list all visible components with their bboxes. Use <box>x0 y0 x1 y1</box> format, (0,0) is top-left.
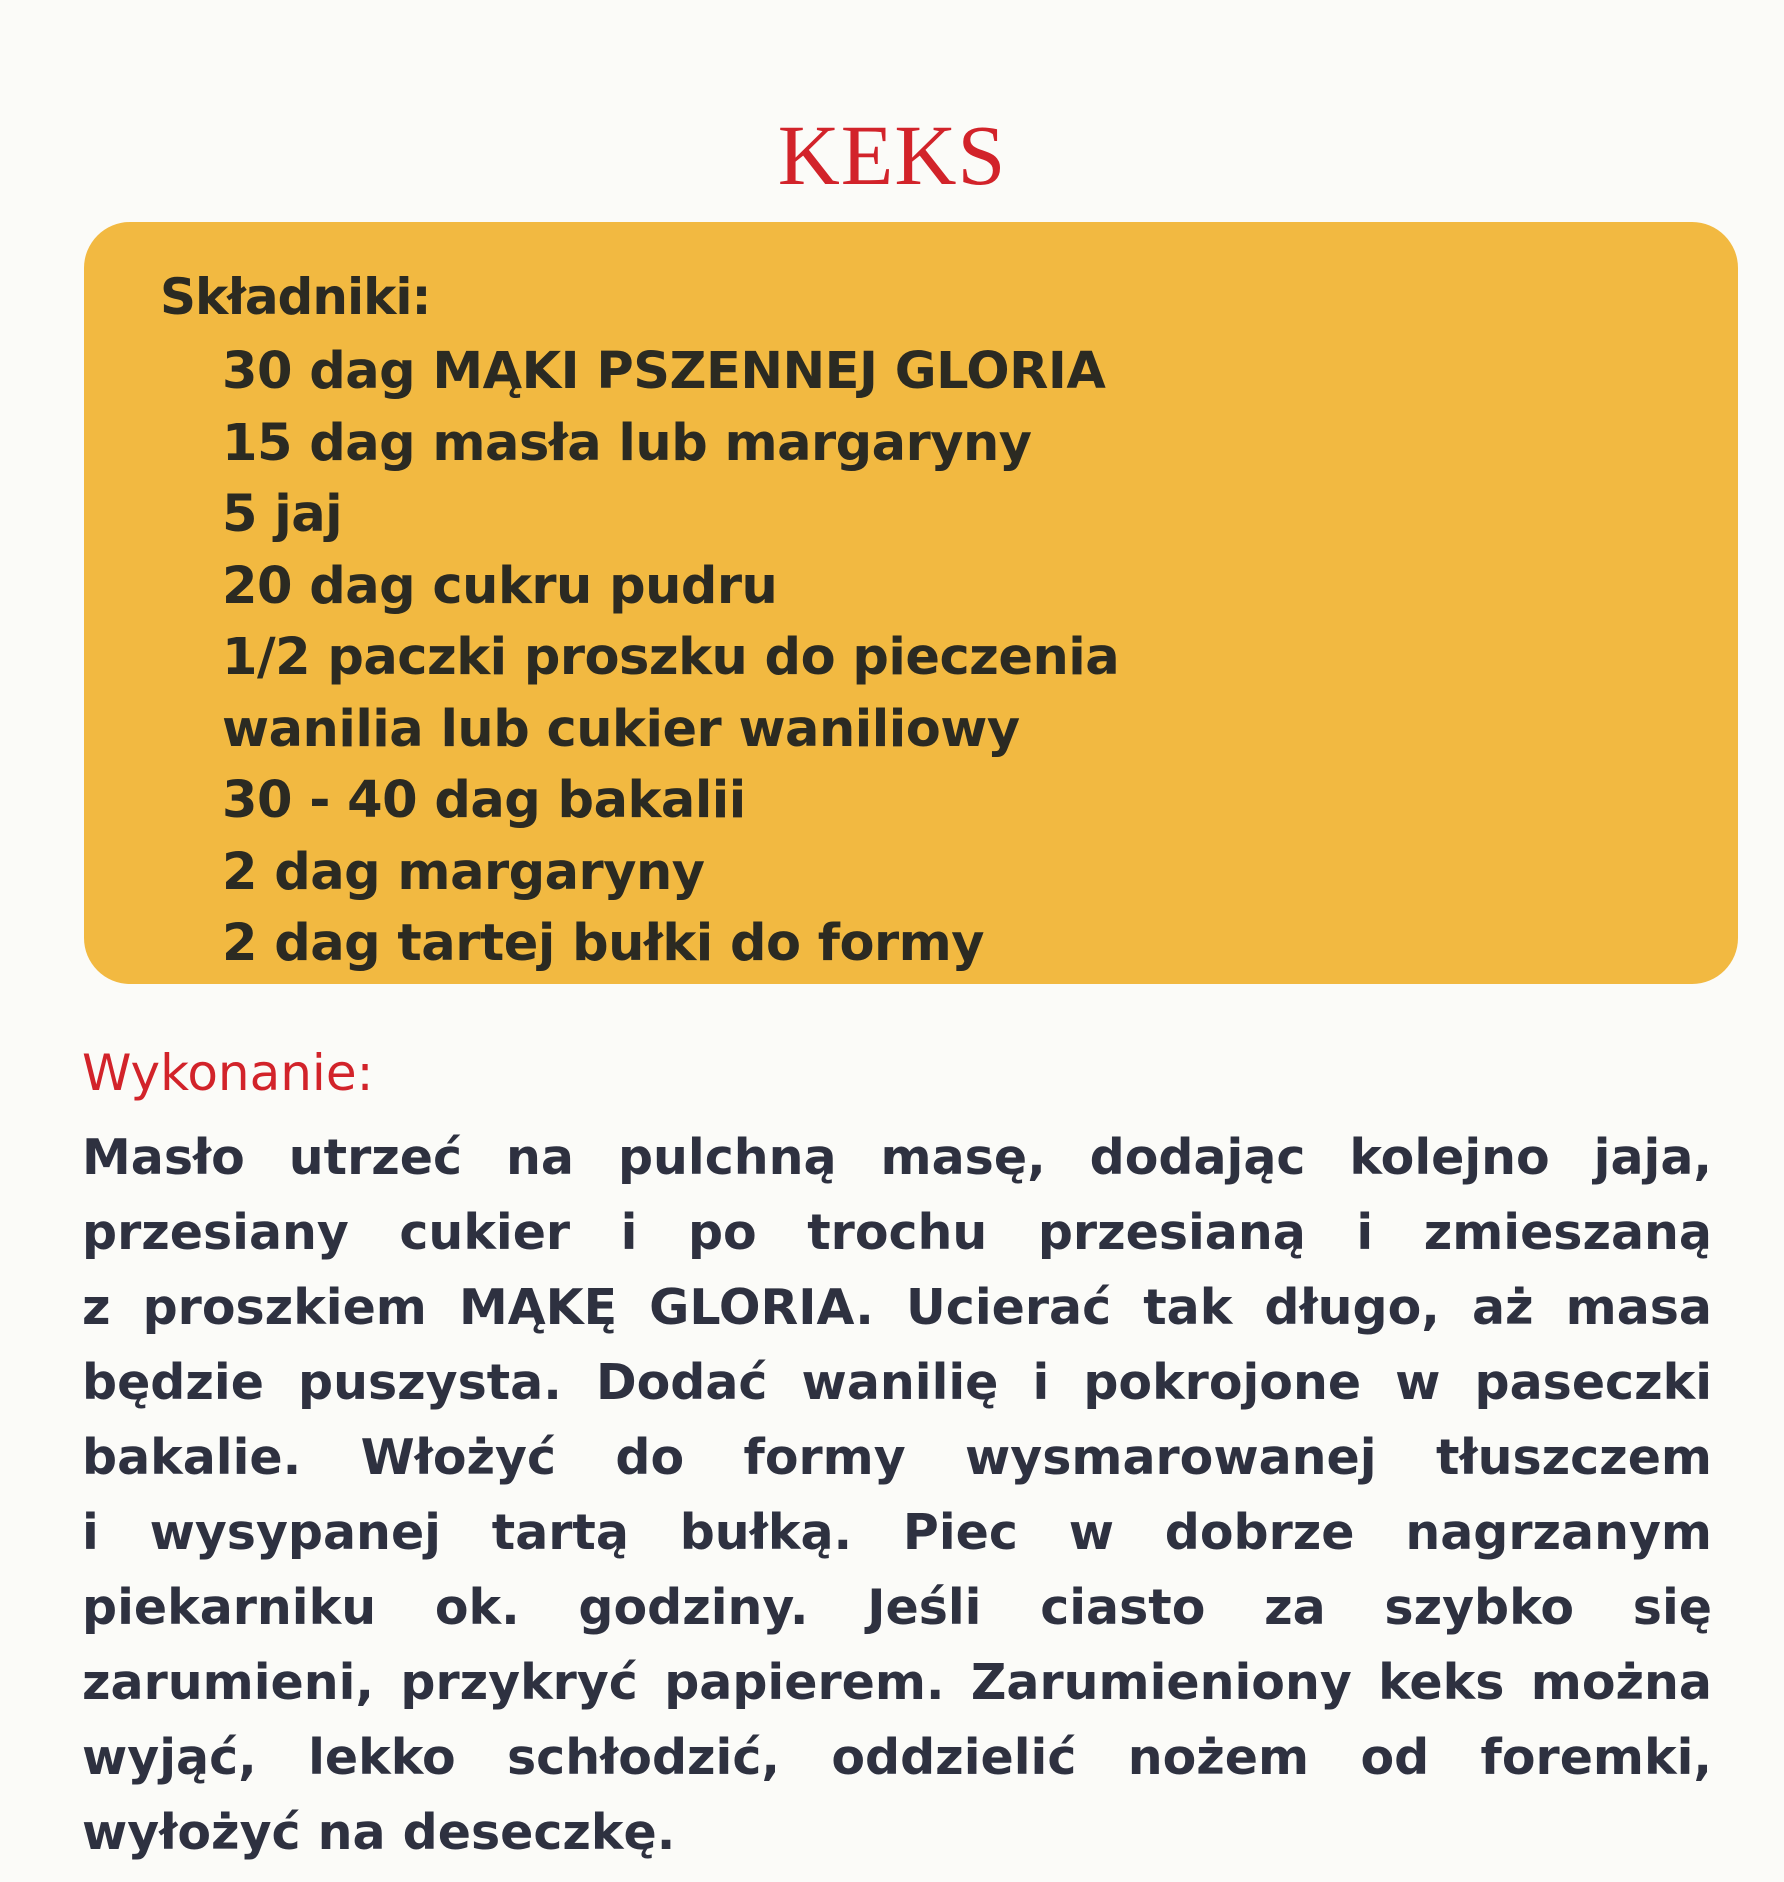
method-line: i wysypanej tartą bułką. Piec w dobrze nagrzanym <box>82 1504 1712 1561</box>
recipe-title: KEKS <box>777 107 1007 203</box>
method-paragraph <box>82 1120 1712 1870</box>
method-text: z proszkiem <box>82 1279 459 1336</box>
method-line: Masło utrzeć na pulchną masę, dodając kolejno jaja, <box>82 1129 1712 1186</box>
ingredient-item: 20 dag cukru pudru <box>222 556 778 616</box>
method-brand: MĄKĘ GLORIA. <box>458 1279 874 1336</box>
ingredient-item: wanilia lub cukier waniliowy <box>222 699 1020 759</box>
method-line: wyłożyć na deseczkę. <box>82 1804 676 1861</box>
ingredient-brand: MĄKI PSZENNEJ GLORIA <box>432 342 1106 401</box>
ingredients-heading: Składniki: <box>160 268 431 326</box>
method-line: bakalie. Włożyć do formy wysmarowanej tłuszczem <box>82 1429 1712 1486</box>
ingredient-item: 30 - 40 dag bakalii <box>222 771 746 830</box>
ingredient-item: 2 dag tartej bułki do formy <box>222 914 985 973</box>
method-line: będzie puszysta. Dodać wanilię i pokrojone w paseczki <box>82 1354 1712 1411</box>
method-line: zarumieni, przykryć papierem. Zarumieniony keks można <box>82 1654 1712 1711</box>
method-heading: Wykonanie: <box>82 1044 374 1102</box>
method-line <box>82 1270 1712 1345</box>
method-text: Ucierać tak długo, aż masa <box>873 1279 1712 1336</box>
ingredient-item <box>222 336 1119 408</box>
ingredient-item: 1/2 paczki proszku do pieczenia <box>222 628 1120 687</box>
ingredient-item: 15 dag masła lub margaryny <box>222 413 1032 473</box>
method-line: wyjąć, lekko schłodzić, oddzielić nożem od foremki, <box>82 1729 1712 1786</box>
ingredient-text: 30 dag <box>222 342 433 401</box>
method-line: przesiany cukier i po trochu przesianą i zmieszaną <box>82 1204 1712 1261</box>
method-line: piekarniku ok. godziny. Jeśli ciasto za szybko się <box>82 1579 1712 1636</box>
ingredient-item: 2 dag margaryny <box>222 842 705 902</box>
ingredient-item: 5 jaj <box>222 485 343 544</box>
ingredients-list <box>222 336 1119 980</box>
